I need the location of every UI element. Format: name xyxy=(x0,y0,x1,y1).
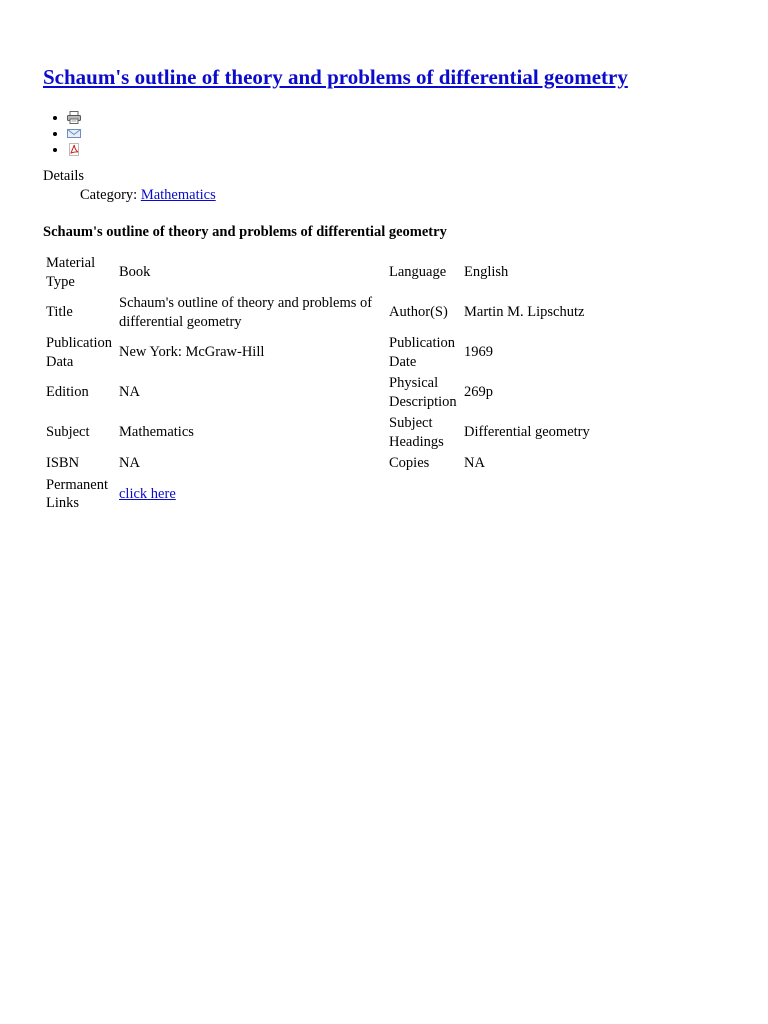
metadata-table xyxy=(43,253,616,515)
field-label: ISBN xyxy=(46,455,80,471)
page-title-link[interactable]: Schaum's outline of theory and problems of differential geometry xyxy=(43,65,628,89)
field-value: NA xyxy=(119,455,140,471)
field-value: Differential geometry xyxy=(464,424,590,441)
table-row xyxy=(43,453,616,475)
field-value: Martin M. Lipschutz xyxy=(464,304,585,321)
field-value: Book xyxy=(119,264,151,281)
field-value: New York: McGraw-Hill xyxy=(119,344,265,361)
field-label: Language xyxy=(389,264,447,281)
field-value: NA xyxy=(464,455,485,471)
pdf-icon[interactable] xyxy=(67,143,81,156)
printer-icon[interactable] xyxy=(67,111,81,124)
table-row xyxy=(43,475,616,515)
table-row xyxy=(43,253,616,293)
article-container xyxy=(43,62,743,515)
email-item[interactable] xyxy=(67,126,743,142)
table-row xyxy=(43,333,616,373)
pdf-item[interactable] xyxy=(67,142,743,158)
article-details xyxy=(43,167,743,205)
field-label: Subject xyxy=(46,424,90,441)
field-value: 269p xyxy=(464,384,493,401)
page-title xyxy=(43,62,743,92)
field-label: Permanent Links xyxy=(46,476,109,511)
table-row xyxy=(43,373,616,413)
table-row xyxy=(43,413,616,453)
field-value: Mathematics xyxy=(119,424,194,441)
table-row xyxy=(43,293,616,333)
category-line xyxy=(43,186,743,205)
email-icon[interactable] xyxy=(67,127,81,140)
field-label: Physical Description xyxy=(389,375,457,410)
field-label: Copies xyxy=(389,455,430,471)
field-label: Publication Data xyxy=(46,335,113,370)
field-value: Schaum's outline of theory and problems of differential geometry xyxy=(119,295,373,330)
field-label: Material Type xyxy=(46,255,96,290)
field-value: 1969 xyxy=(464,344,493,361)
category-label: Category: xyxy=(80,187,141,203)
field-value: English xyxy=(464,264,509,281)
permanent-link[interactable]: click here xyxy=(119,485,176,502)
field-label: Author(S) xyxy=(389,304,448,321)
article-tools-list xyxy=(43,110,743,158)
category-link[interactable]: Mathematics xyxy=(140,187,216,203)
field-value xyxy=(116,475,386,515)
item-heading: Schaum's outline of theory and problems of differential geometry xyxy=(43,224,447,240)
print-item[interactable] xyxy=(67,110,743,126)
field-label: Edition xyxy=(46,384,89,401)
field-label: Publication Date xyxy=(389,335,456,370)
details-label: Details xyxy=(43,168,85,184)
field-label: Title xyxy=(46,304,73,321)
field-value: NA xyxy=(119,384,140,401)
field-label: Subject Headings xyxy=(389,415,444,450)
